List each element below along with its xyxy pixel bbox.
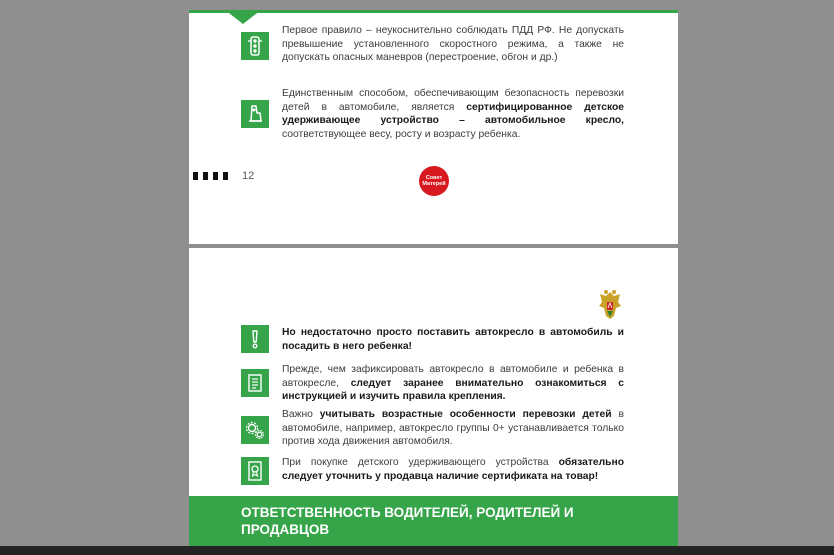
rule-text [282, 408, 624, 449]
rule-text: Первое правило – неукоснительно соблюдать ПДД РФ. Не допускать превышение установленного скоростного режима, а также не допускать опасных маневров (перестроение, обгон и др.) [282, 25, 624, 63]
car-seat-icon [241, 100, 269, 128]
sovet-materei-logo: Совет Матерей [419, 166, 449, 196]
document-icon [241, 369, 269, 397]
section-title: ОТВЕТСТВЕННОСТЬ ВОДИТЕЛЕЙ, РОДИТЕЛЕЙ И ПРОДАВЦОВ [241, 505, 574, 537]
page-12 [189, 10, 678, 244]
rule-text [282, 456, 624, 483]
rule-text-bold: Но недостаточно просто поставить автокресло в автомобиль и посадить в него ребенка! [282, 327, 624, 352]
certificate-icon [241, 457, 269, 485]
gears-icon [241, 416, 269, 444]
section-header-band [189, 496, 678, 546]
rule-text [282, 87, 624, 141]
rule-text-bold: обязательно следует уточнить у продавца наличие сертификата на товар! [282, 457, 624, 482]
green-triangle-marker [225, 10, 261, 24]
coat-of-arms-icon [595, 288, 625, 322]
rule-text [282, 326, 624, 353]
page-indicator-dots [193, 172, 228, 180]
page-13 [189, 248, 678, 546]
page-number: 12 [242, 170, 255, 182]
rule-text-bold: следует заранее внимательно ознакомиться с инструкцией и изучить правила крепления. [282, 377, 624, 402]
rule-text-plain: Важно [282, 409, 320, 420]
rule-text-bold: сертифицированное детское удерживающее устройство – автомобильное кресло, [282, 101, 625, 126]
exclamation-icon [241, 325, 269, 353]
rule-text-plain: При покупке детского удерживающего устройства [282, 457, 559, 468]
rule-text-plain: Единственным способом, обеспечивающим безопасность перевозки детей в автомобиле, является [282, 88, 624, 113]
top-green-line [189, 10, 678, 13]
rule-text-plain: Прежде, чем зафиксировать автокресло в автомобиле и ребенка в автокресле, [282, 364, 624, 389]
viewer-bottom-bar [0, 546, 834, 555]
rule-text-plain-end: в автомобиле, например, автокресло группы 0+ устанавливается только против хода движения автомобиля. [282, 409, 624, 447]
traffic-light-icon [241, 32, 269, 60]
rule-text [282, 363, 624, 404]
rule-text-bold: учитывать возрастные особенности перевозки детей [319, 409, 612, 420]
rule-text-plain-end: соответствующее весу, росту и возрасту ребенка. [282, 128, 521, 140]
